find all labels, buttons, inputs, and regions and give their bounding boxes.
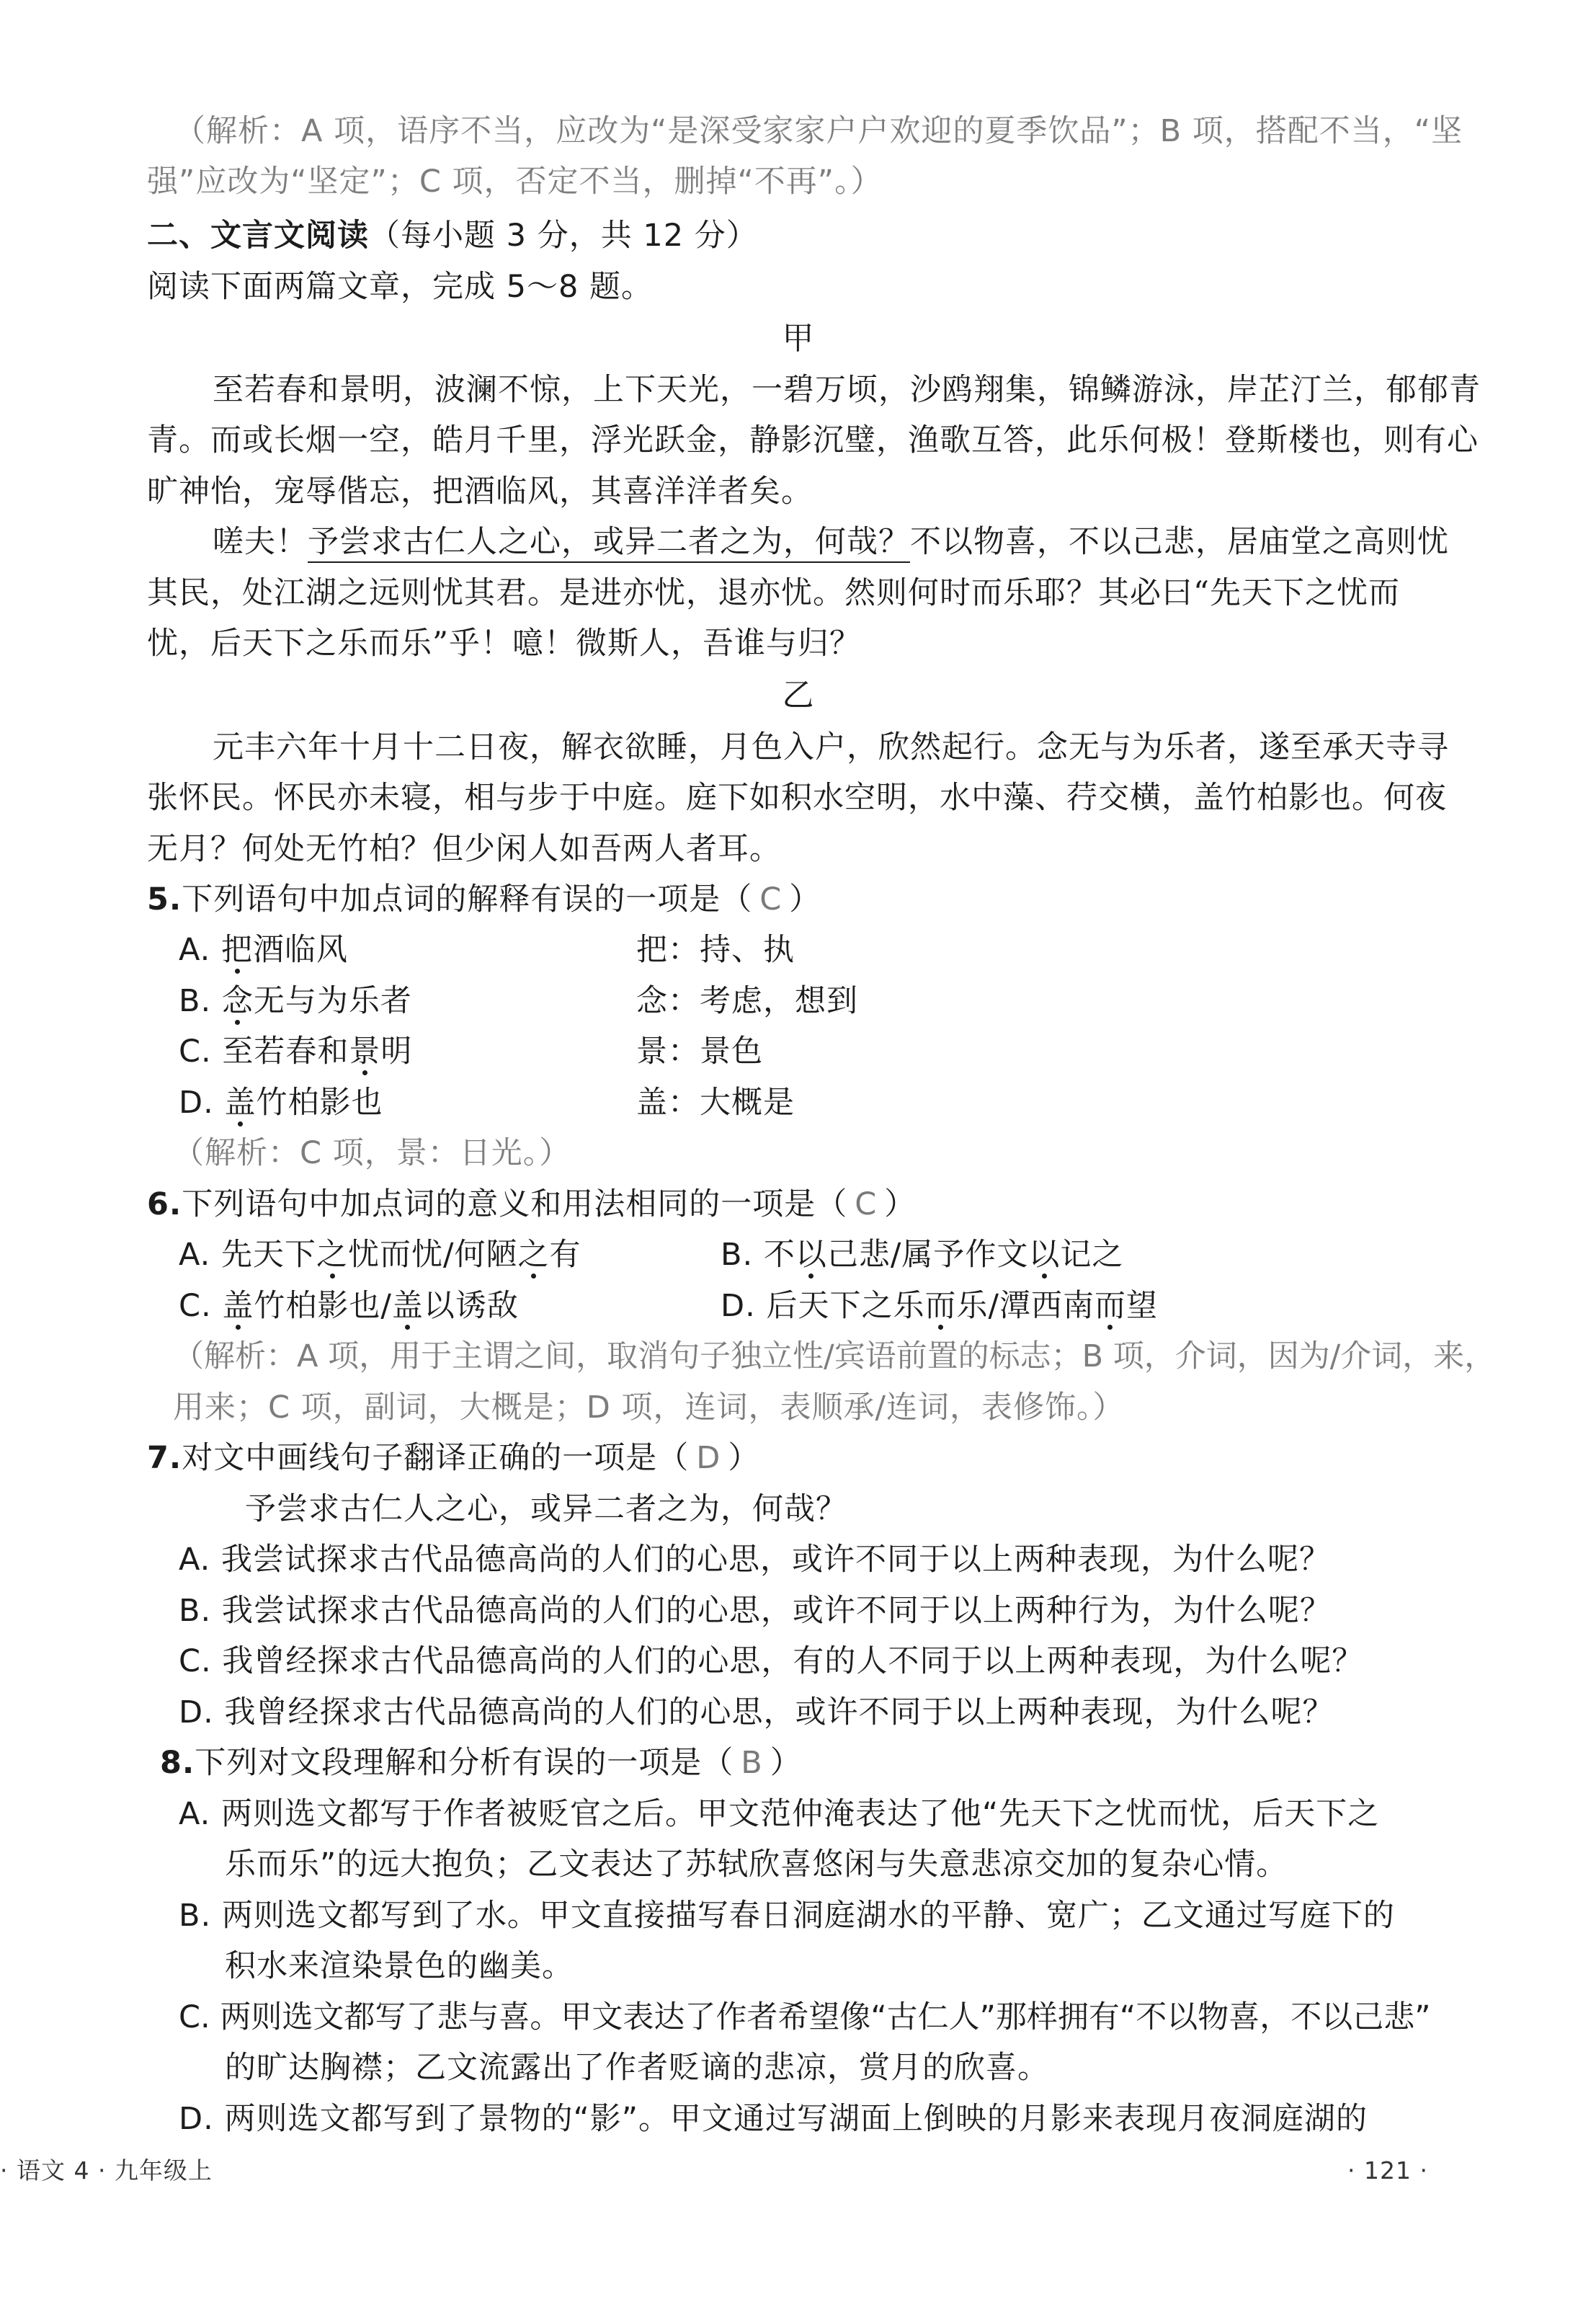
q7-close: ） bbox=[728, 1440, 760, 1476]
q8-option-c-line-1: C. 两则选文都写了悲与喜。甲文表达了作者希望像“古仁人”那样拥有“不以物喜，不以己悲” bbox=[179, 1999, 1431, 2035]
q5-stem-text: 下列语句中加点词的解释有误的一项是（ bbox=[182, 881, 753, 917]
option-text: 记之 bbox=[1060, 1237, 1124, 1273]
q6-note-line-2: 用来；C 项，副词，大概是；D 项，连词，表顺承/连词，表修饰。） bbox=[173, 1390, 1125, 1426]
dotted-word: 念 bbox=[221, 983, 254, 1019]
option-letter: B. bbox=[179, 983, 222, 1019]
option-text: 无与为乐者 bbox=[253, 983, 412, 1019]
q5-gloss-a: 把：持、执 bbox=[636, 932, 795, 968]
section-title: 二、文言文阅读 bbox=[147, 218, 369, 254]
jia-p2-lead: 嗟夫！ bbox=[213, 524, 308, 560]
passage-jia-title: 甲 bbox=[782, 320, 814, 357]
dotted-word: 把 bbox=[221, 932, 253, 968]
q7-option-d: D. 我曾经探求古代品德高尚的人们的心思，或许不同于以上两种表现，为什么呢？ bbox=[179, 1694, 1334, 1730]
option-text: 己悲/属予作文 bbox=[826, 1237, 1029, 1273]
jia-p2-line-3: 忧，后天下之乐而乐”乎！噫！微斯人，吾谁与归？ bbox=[147, 626, 861, 662]
option-text: 有 bbox=[549, 1237, 581, 1273]
q5-answer: C bbox=[759, 881, 783, 917]
q5-close: ） bbox=[789, 881, 821, 917]
option-text: 以诱敌 bbox=[423, 1288, 519, 1324]
top-note-line-2: 强”应改为“坚定”；C 项，否定不当，删掉“不再”。） bbox=[147, 164, 883, 200]
passage-yi-title: 乙 bbox=[782, 677, 814, 714]
option-text: D. 后天下之乐 bbox=[721, 1288, 925, 1324]
dotted-word: 而 bbox=[1094, 1288, 1126, 1324]
dotted-word: 盖 bbox=[222, 1288, 254, 1324]
section-heading bbox=[147, 214, 758, 257]
q6-note-line-1: （解析：A 项，用于主谓之间，取消句子独立性/宾语前置的标志；B 项，介词，因为/介词，来， bbox=[173, 1338, 1496, 1374]
option-letter: A. bbox=[179, 932, 221, 968]
top-note-line-1: （解析：A 项，语序不当，应改为“是深受家家户户欢迎的夏季饮品”；B 项，搭配不当，“坚 bbox=[174, 113, 1463, 149]
q8-option-a-line-1: A. 两则选文都写于作者被贬官之后。甲文范仲淹表达了他“先天下之忧而忧，后天下之 bbox=[179, 1796, 1380, 1832]
q8-option-d-line-1: D. 两则选文都写到了景物的“影”。甲文通过写湖面上倒映的月影来表现月夜洞庭湖的 bbox=[179, 2101, 1368, 2137]
option-text: 望 bbox=[1125, 1288, 1158, 1324]
q7-option-b: B. 我尝试探求古代品德高尚的人们的心思，或许不同于以上两种行为，为什么呢？ bbox=[179, 1593, 1332, 1629]
q6-answer: C bbox=[855, 1186, 878, 1222]
q5-stem bbox=[147, 878, 821, 921]
q8-option-a-line-2: 乐而乐”的远大抱负；乙文表达了苏轼欣喜悠闲与失意悲凉交加的复杂心情。 bbox=[225, 1846, 1288, 1883]
jia-p1-line-1: 至若春和景明，波澜不惊，上下天光，一碧万顷，沙鸥翔集，锦鳞游泳，岸芷汀兰，郁郁青 bbox=[213, 372, 1481, 408]
q7-option-c: C. 我曾经探求古代品德高尚的人们的心思，有的人不同于以上两种表现，为什么呢？ bbox=[179, 1643, 1364, 1679]
q7-number: 7. bbox=[147, 1440, 182, 1476]
q8-close: ） bbox=[770, 1745, 802, 1781]
dotted-word: 以 bbox=[1028, 1237, 1061, 1273]
section-instruction: 阅读下面两篇文章，完成 5～8 题。 bbox=[147, 269, 654, 305]
option-letter: C. bbox=[179, 1034, 223, 1070]
option-text: C. bbox=[179, 1288, 223, 1324]
option-text: 竹柏影也/ bbox=[254, 1288, 392, 1324]
q8-option-b-line-1: B. 两则选文都写到了水。甲文直接描写春日洞庭湖水的平静、宽广；乙文通过写庭下的 bbox=[179, 1898, 1395, 1934]
option-text: 明 bbox=[380, 1034, 413, 1070]
page-number: · 121 · bbox=[1347, 2156, 1428, 2185]
option-text: 竹柏影也 bbox=[256, 1085, 383, 1121]
option-text: 忧而忧/何陋 bbox=[348, 1237, 518, 1273]
option-letter: D. bbox=[179, 1085, 225, 1121]
q6-number: 6. bbox=[147, 1186, 182, 1222]
jia-p2-line-1 bbox=[213, 520, 1449, 564]
footer-book-label: · 语文 4 · 九年级上 bbox=[0, 2156, 213, 2185]
option-text: 至若春和 bbox=[222, 1034, 349, 1070]
q5-option-d bbox=[179, 1081, 383, 1124]
q6-option-a bbox=[179, 1233, 581, 1276]
dotted-word: 而 bbox=[924, 1288, 957, 1324]
q5-option-b bbox=[179, 979, 412, 1023]
q5-option-a bbox=[179, 928, 348, 972]
q5-gloss-d: 盖：大概是 bbox=[636, 1085, 795, 1121]
dotted-word: 盖 bbox=[391, 1288, 424, 1324]
q5-number: 5. bbox=[147, 881, 182, 917]
dotted-word: 盖 bbox=[224, 1085, 257, 1121]
option-text: B. 不 bbox=[721, 1237, 795, 1273]
dotted-word: 之 bbox=[517, 1237, 550, 1273]
q6-option-b bbox=[721, 1233, 1123, 1276]
underlined-sentence: 予尝求古仁人之心，或异二者之为，何哉？ bbox=[308, 524, 910, 563]
dotted-word: 之 bbox=[316, 1237, 348, 1273]
q5-gloss-b: 念：考虑，想到 bbox=[636, 983, 858, 1019]
q8-stem-text: 下列对文段理解和分析有误的一项是（ bbox=[195, 1745, 734, 1781]
q7-answer: D bbox=[696, 1440, 721, 1476]
jia-p1-line-2: 青。而或长烟一空，皓月千里，浮光跃金，静影沉璧，渔歌互答，此乐何极！登斯楼也，则有心 bbox=[147, 422, 1479, 458]
yi-line-2: 张怀民。怀民亦未寝，相与步于中庭。庭下如积水空明，水中藻、荇交横，盖竹柏影也。何夜 bbox=[147, 780, 1447, 816]
q8-option-b-line-2: 积水来渲染景色的幽美。 bbox=[225, 1948, 574, 1984]
q8-answer: B bbox=[741, 1745, 763, 1781]
dotted-word: 以 bbox=[795, 1237, 827, 1273]
option-text: 乐/潭西南 bbox=[956, 1288, 1095, 1324]
q6-close: ） bbox=[884, 1186, 917, 1222]
yi-line-1: 元丰六年十月十二日夜，解衣欲睡，月色入户，欣然起行。念无与为乐者，遂至承天寺寻 bbox=[213, 729, 1449, 765]
yi-line-3: 无月？何处无竹柏？但少闲人如吾两人者耳。 bbox=[147, 831, 781, 867]
q5-option-c bbox=[179, 1030, 412, 1073]
q5-gloss-c: 景：景色 bbox=[636, 1034, 763, 1070]
q6-option-c bbox=[179, 1284, 519, 1328]
section-score: （每小题 3 分，共 12 分） bbox=[369, 218, 758, 254]
q8-number: 8. bbox=[160, 1745, 195, 1781]
dotted-word: 景 bbox=[349, 1034, 381, 1070]
jia-p1-line-3: 旷神怡，宠辱偕忘，把酒临风，其喜洋洋者矣。 bbox=[147, 474, 813, 510]
jia-p2-rest: 不以物喜，不以己悲，居庙堂之高则忧 bbox=[910, 524, 1449, 560]
q7-option-a: A. 我尝试探求古代品德高尚的人们的心思，或许不同于以上两种表现，为什么呢？ bbox=[179, 1542, 1331, 1578]
q6-stem bbox=[147, 1183, 916, 1226]
q8-option-c-line-2: 的旷达胸襟；乙文流露出了作者贬谪的悲凉，赏月的欣喜。 bbox=[225, 2050, 1049, 2086]
option-text: A. 先天下 bbox=[179, 1237, 316, 1273]
q6-stem-text: 下列语句中加点词的意义和用法相同的一项是（ bbox=[182, 1186, 848, 1222]
option-text: 酒临风 bbox=[253, 932, 348, 968]
q6-option-d bbox=[721, 1284, 1158, 1328]
q8-stem bbox=[160, 1741, 802, 1785]
q7-quote: 予尝求古仁人之心，或异二者之为，何哉？ bbox=[245, 1491, 847, 1527]
q7-stem-text: 对文中画线句子翻译正确的一项是（ bbox=[182, 1440, 690, 1476]
q5-note: （解析：C 项，景：日光。） bbox=[173, 1135, 571, 1171]
jia-p2-line-2: 其民，处江湖之远则忧其君。是进亦忧，退亦忧。然则何时而乐耶？其必曰“先天下之忧而 bbox=[147, 575, 1400, 611]
q7-stem bbox=[147, 1436, 759, 1480]
